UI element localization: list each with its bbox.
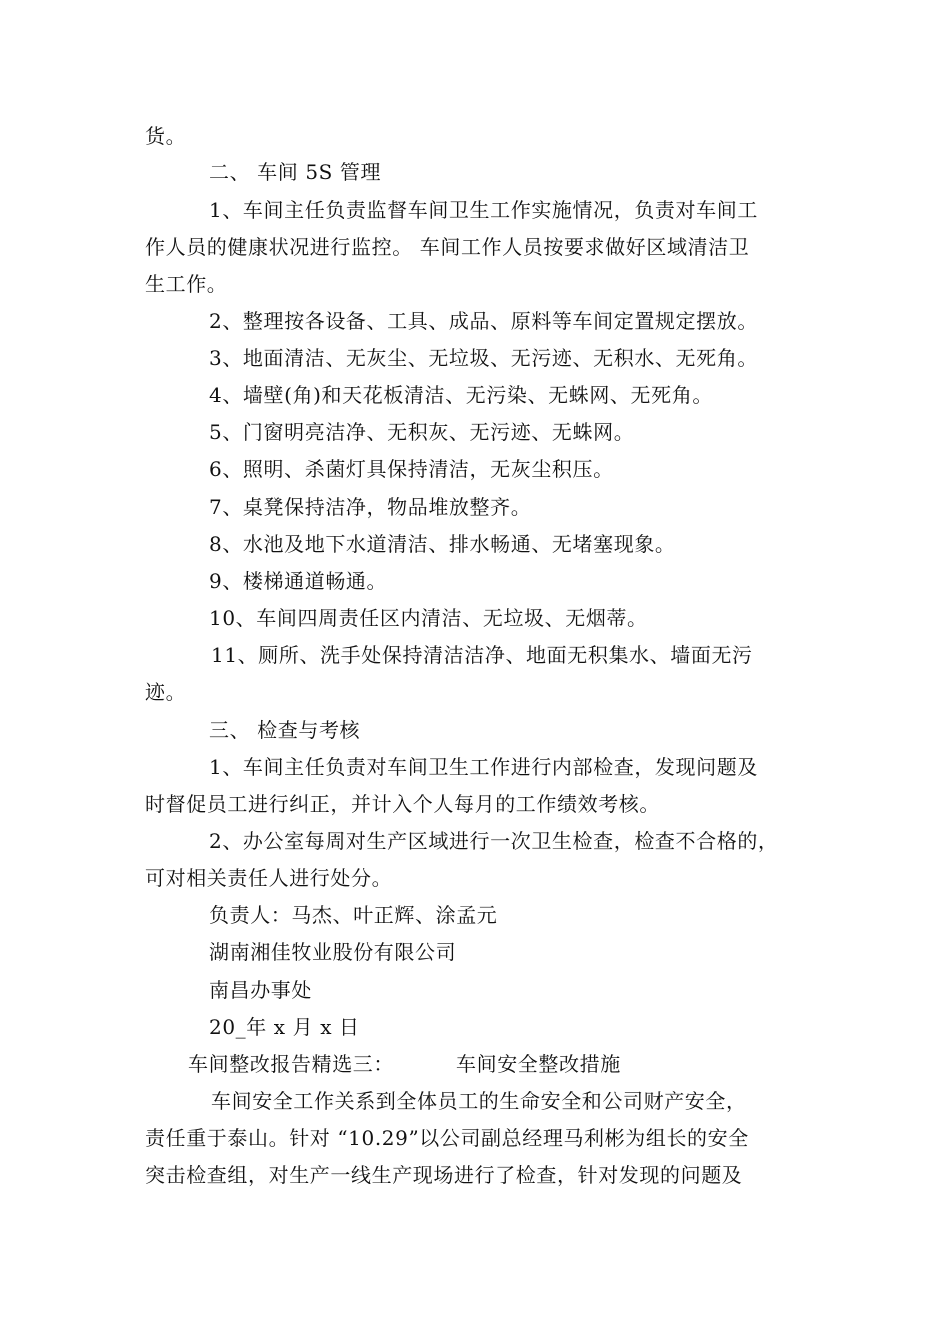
list-item: 10、车间四周责任区内清洁、无垃圾、无烟蒂。 [209,606,648,630]
list-item: 2、整理按各设备、工具、成品、原料等车间定置规定摆放。 [209,309,758,333]
report-heading-title: 车间安全整改措施 [456,1052,621,1076]
list-item: 8、水池及地下水道清洁、排水畅通、无堵塞现象。 [209,532,676,556]
list-item: 4、墙壁(角)和天花板清洁、无污染、无蛛网、无死角。 [209,383,713,407]
list-item: 3、地面清洁、无灰尘、无垃圾、无污迹、无积水、无死角。 [209,346,758,370]
office-name: 南昌办事处 [209,978,312,1002]
text-line: 责任重于泰山。针对 “10.29”以公司副总经理马利彬为组长的安全 [145,1126,749,1150]
text-line: 迹。 [145,680,187,704]
text-line: 车间安全工作关系到全体员工的生命安全和公司财产安全， [211,1089,747,1113]
date-line: 20_年 x 月 x 日 [209,1015,360,1039]
section-heading: 二、 车间 5S 管理 [209,160,382,184]
responsible-persons: 负责人：马杰、叶正辉、涂孟元 [209,903,498,927]
list-item: 9、楼梯通道畅通。 [209,569,388,593]
text-line: 时督促员工进行纠正，并计入个人每月的工作绩效考核。 [145,792,660,816]
list-item: 6、照明、杀菌灯具保持清洁，无灰尘积压。 [209,457,614,481]
list-item: 7、桌凳保持洁净，物品堆放整齐。 [209,495,532,519]
text-line: 生工作。 [145,272,228,296]
text-line: 货。 [145,124,187,148]
text-line: 1、车间主任负责监督车间卫生工作实施情况，负责对车间工 [209,198,758,222]
list-item: 2、办公室每周对生产区域进行一次卫生检查，检查不合格的， [209,829,779,853]
text-line: 可对相关责任人进行处分。 [145,866,393,890]
report-heading [188,1050,621,1078]
text-line: 突击检查组，对生产一线生产现场进行了检查，针对发现的问题及 [145,1163,743,1187]
section-heading: 三、 检查与考核 [209,718,361,742]
list-item: 5、门窗明亮洁净、无积灰、无污迹、无蛛网。 [209,420,635,444]
report-heading-label: 车间整改报告精选三： [188,1052,394,1076]
list-item: 1、车间主任负责对车间卫生工作进行内部检查，发现问题及 [209,755,758,779]
text-line: 作人员的健康状况进行监控。 车间工作人员按要求做好区域清洁卫 [145,235,750,259]
list-item: 11、厕所、洗手处保持清洁洁净、地面无积集水、墙面无污 [211,643,753,667]
company-name: 湖南湘佳牧业股份有限公司 [209,940,457,964]
